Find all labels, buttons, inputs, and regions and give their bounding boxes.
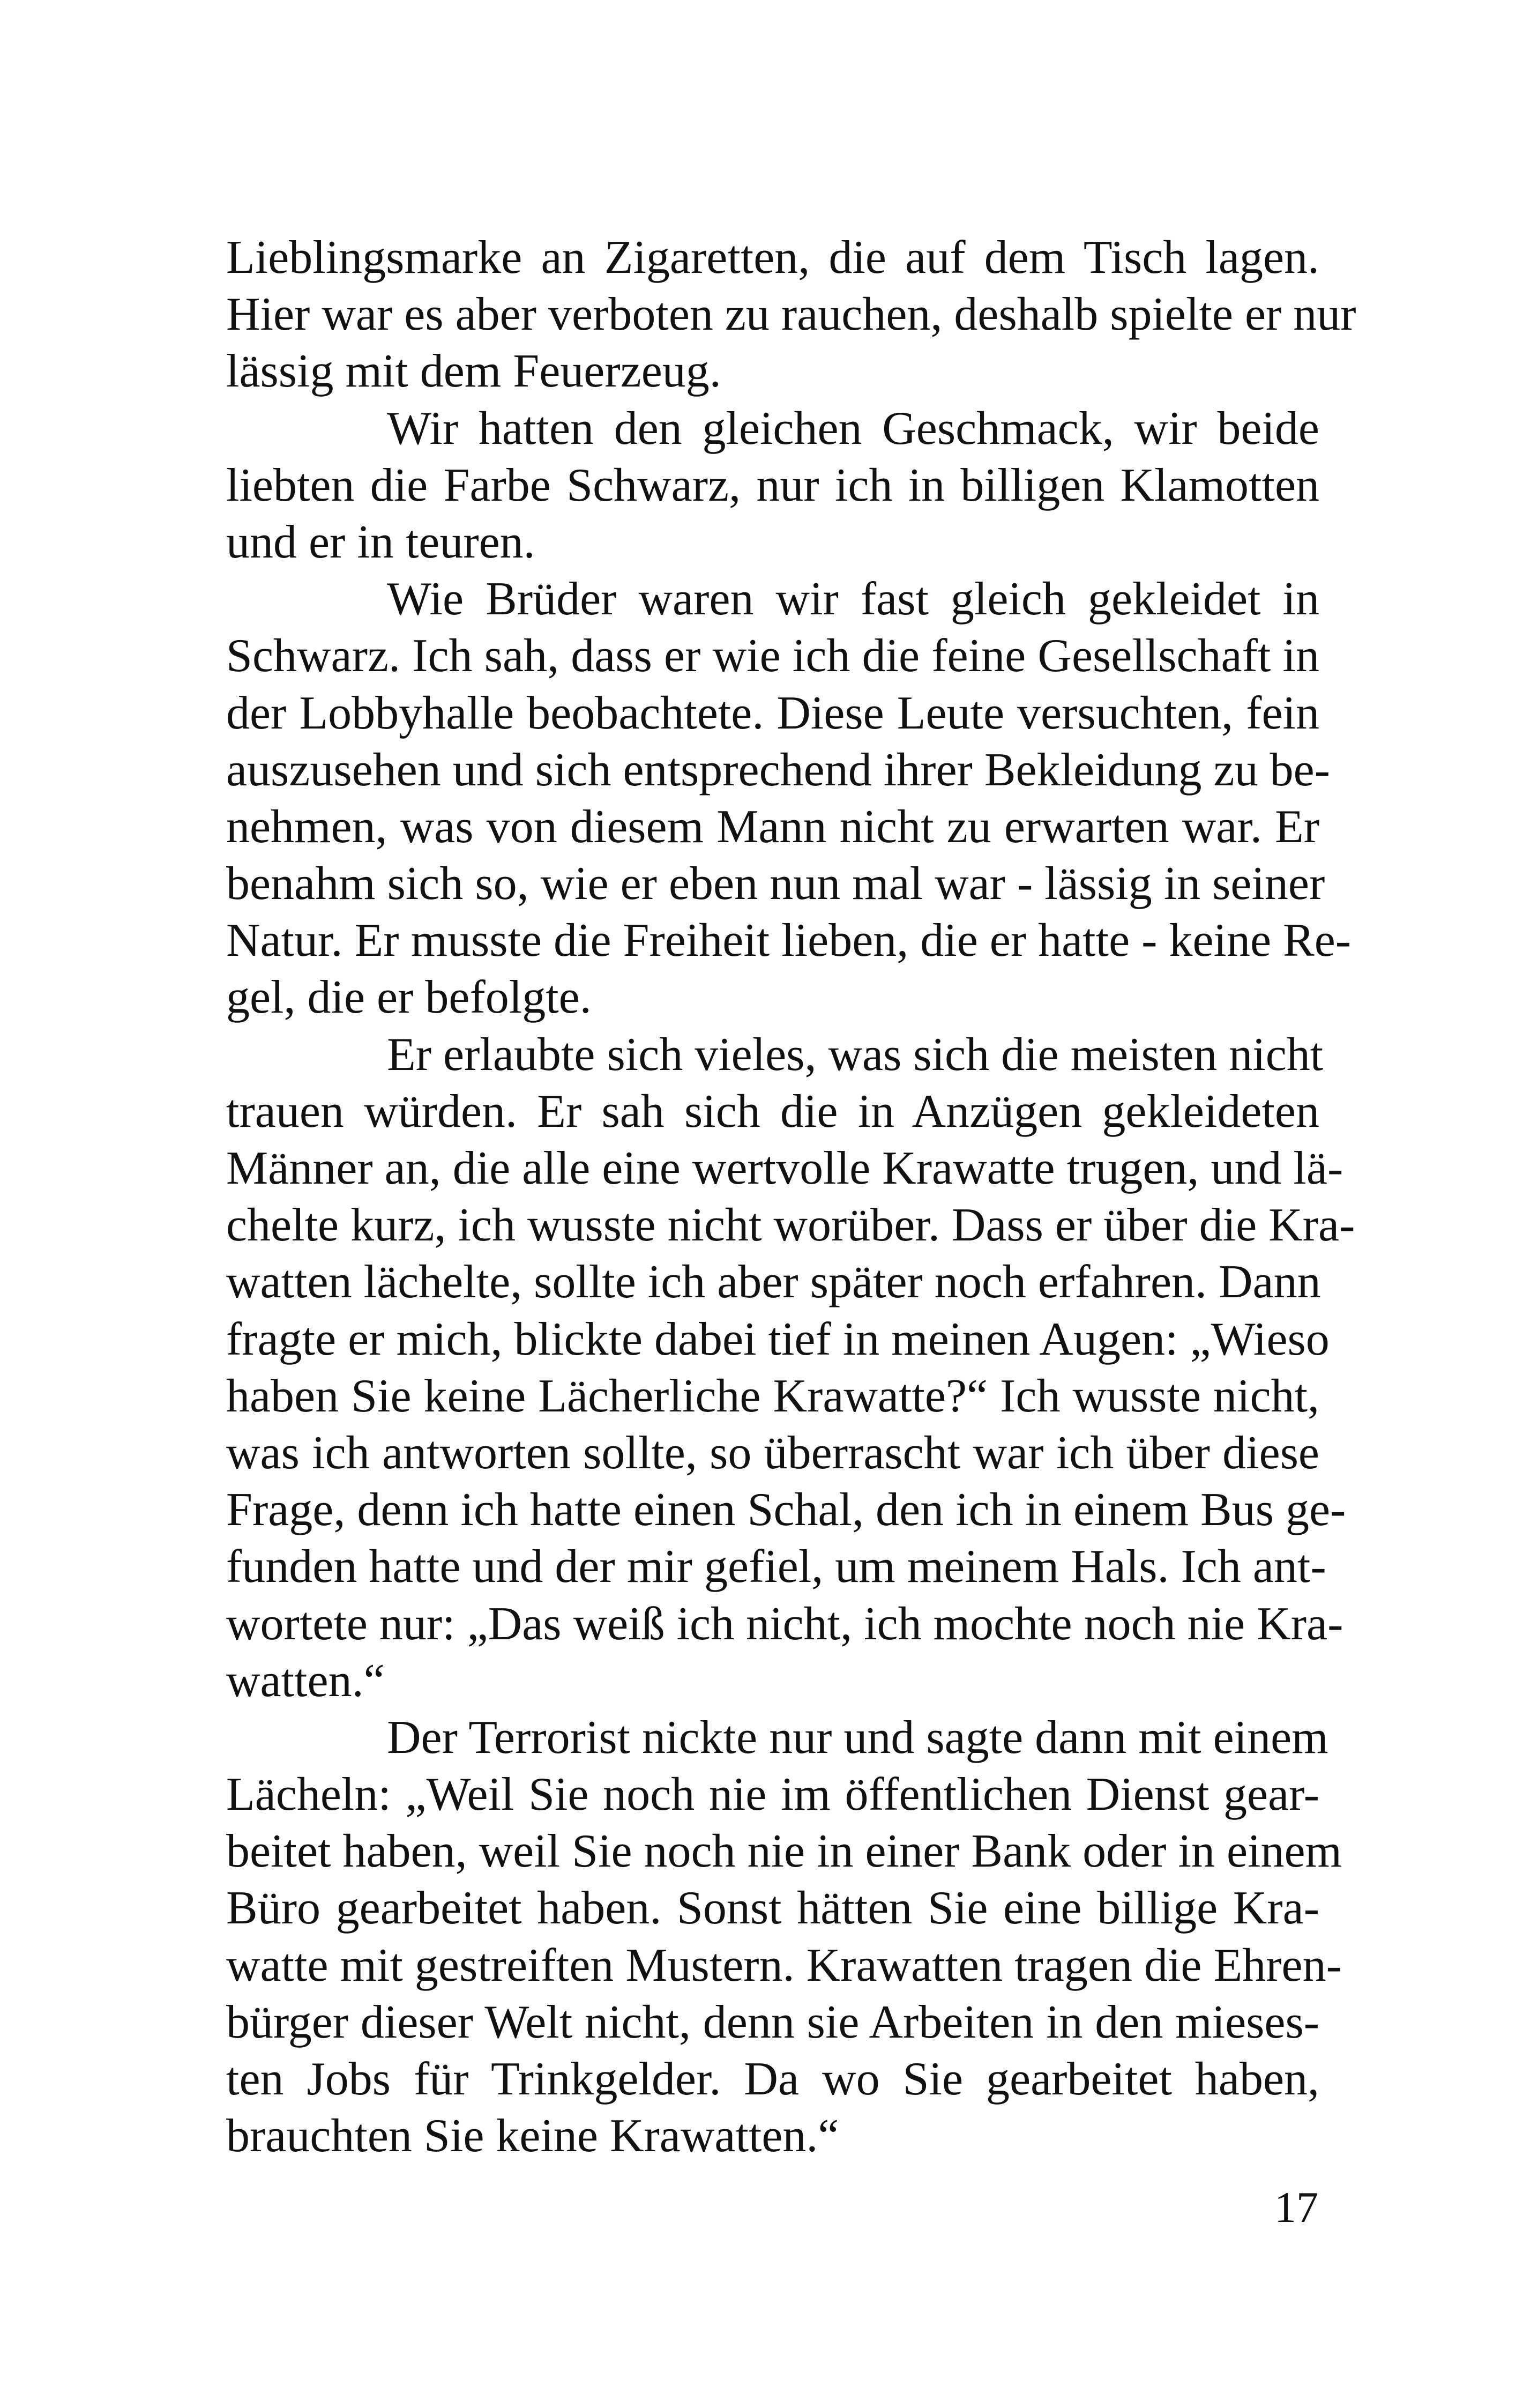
text-line: bürger dieser Welt nicht, denn sie Arbeiten in den mieses- xyxy=(226,1996,1319,2048)
text-line: was ich antworten sollte, so überrascht war ich über diese xyxy=(226,1426,1319,1479)
text-line: Wie Brüder waren wir fast gleich gekleidet in xyxy=(387,573,1319,626)
text-line: watte mit gestreiften Mustern. Krawatten tragen die Ehren- xyxy=(226,1939,1342,1991)
text-line: funden hatte und der mir gefiel, um meinem Hals. Ich ant- xyxy=(226,1541,1326,1593)
text-line: Der Terrorist nickte nur und sagte dann mit einem xyxy=(387,1711,1328,1764)
paragraph xyxy=(226,1710,1342,2165)
text-line: watten.“ xyxy=(226,1654,385,1707)
text-line: liebten die Farbe Schwarz, nur ich in billigen Klamotten xyxy=(226,459,1319,511)
text-line: und er in teuren. xyxy=(226,516,535,568)
paragraph xyxy=(226,400,1319,571)
text-line: Lächeln: „Weil Sie noch nie im öffentlichen Dienst gear- xyxy=(226,1768,1319,1821)
text-line: benahm sich so, wie er eben nun mal war - lässig in seiner xyxy=(226,858,1325,910)
text-line: watten lächelte, sollte ich aber später noch erfahren. Dann xyxy=(226,1256,1321,1309)
text-line: Büro gearbeitet haben. Sonst hätten Sie eine billige Kra- xyxy=(226,1882,1319,1935)
text-line: Lieblingsmarke an Zigaretten, die auf dem Tisch lagen. xyxy=(226,232,1319,284)
text-line: Männer an, die alle eine wertvolle Krawatte trugen, und lä- xyxy=(226,1142,1343,1194)
text-line: trauen würden. Er sah sich die in Anzügen gekleideten xyxy=(226,1085,1319,1138)
text-line: lässig mit dem Feuerzeug. xyxy=(226,345,721,398)
text-line: Wir hatten den gleichen Geschmack, wir beide xyxy=(387,402,1319,455)
text-line: fragte er mich, blickte dabei tief in meinen Augen: „Wieso xyxy=(226,1313,1330,1365)
text-line: beitet haben, weil Sie noch nie in einer Bank oder in einem xyxy=(226,1825,1342,1878)
text-line: auszusehen und sich entsprechend ihrer Bekleidung zu be- xyxy=(226,744,1330,796)
text-line: Schwarz. Ich sah, dass er wie ich die feine Gesellschaft in xyxy=(226,630,1319,682)
text-line: nehmen, was von diesem Mann nicht zu erwarten war. Er xyxy=(226,800,1319,853)
text-line: Frage, denn ich hatte einen Schal, den ich in einem Bus ge- xyxy=(226,1484,1346,1536)
text-line: Er erlaubte sich vieles, was sich die meisten nicht xyxy=(387,1028,1324,1081)
paragraph xyxy=(226,229,1356,400)
text-line: wortete nur: „Das weiß ich nicht, ich mochte noch nie Kra- xyxy=(226,1597,1343,1650)
body-text xyxy=(226,229,1356,2165)
text-line: gel, die er befolgte. xyxy=(226,971,592,1024)
text-line: haben Sie keine Lächerliche Krawatte?“ Ich wusste nicht, xyxy=(226,1370,1319,1422)
text-line: der Lobbyhalle beobachtete. Diese Leute versuchten, fein xyxy=(226,687,1319,739)
paragraph xyxy=(226,1027,1355,1710)
text-line: ten Jobs für Trinkgelder. Da wo Sie gearbeitet haben, xyxy=(226,2053,1319,2105)
text-line: Hier war es aber verboten zu rauchen, deshalb spielte er nur xyxy=(226,288,1356,341)
paragraph xyxy=(226,571,1352,1027)
page-number: 17 xyxy=(1274,2183,1318,2232)
text-line: chelte kurz, ich wusste nicht worüber. Dass er über die Kra- xyxy=(226,1199,1355,1252)
text-line: brauchten Sie keine Krawatten.“ xyxy=(226,2110,839,2162)
text-line: Natur. Er musste die Freiheit lieben, die er hatte - keine Re- xyxy=(226,915,1352,967)
